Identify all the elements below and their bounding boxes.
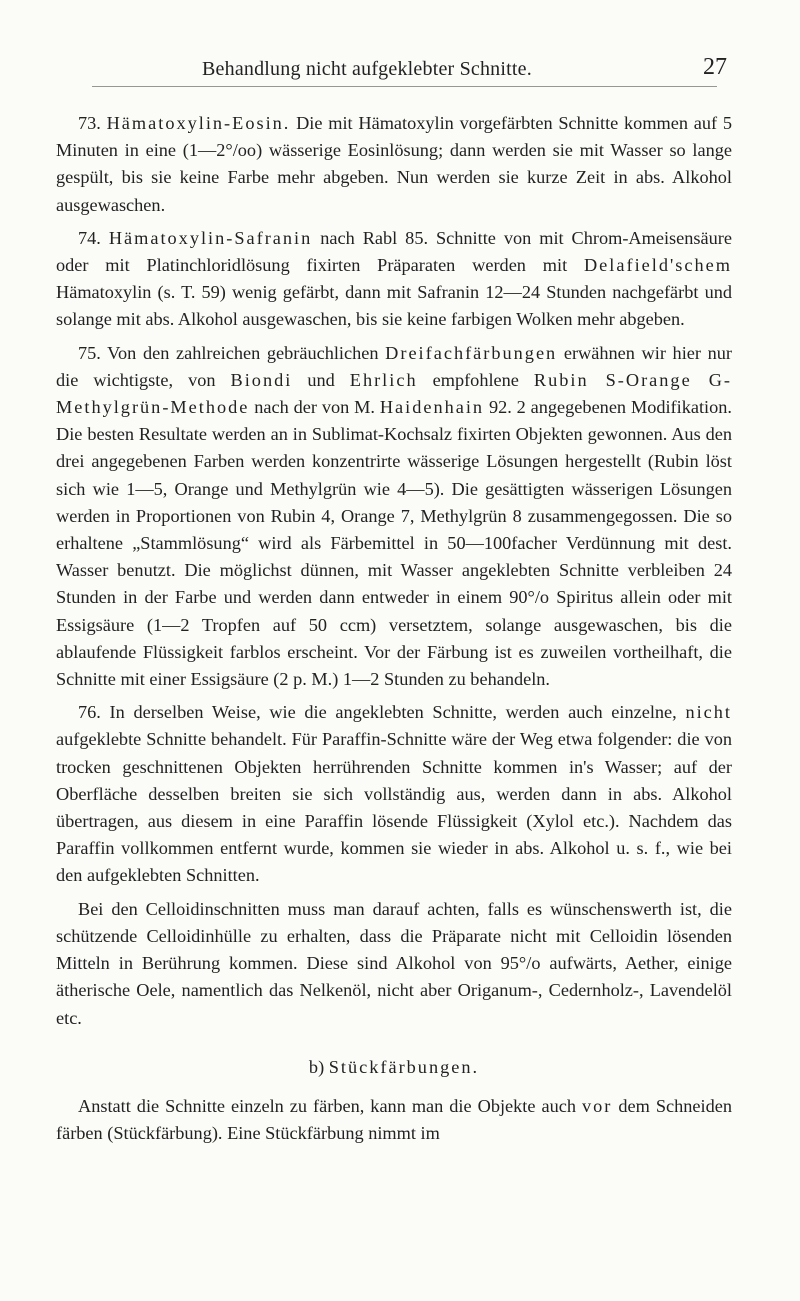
paragraph-text: 92. 2 angegebenen Modifikation. Die besten Resultate werden an in Sublimat-Kochsalz fixirten Objekten gewonnen. Aus den drei angegebenen Farben werden konzentrirte wässerige Lösungen hergestellt (Rubin löst sich wie 1—5, Orange und Methylgrün wie 4—5). Die gesättigten wässerigen Lösungen werden in Proportionen von Rubin 4, Orange 7, Methylgrün 8 zusammengegossen. Die so erhaltene „Stammlösung“ wird als Färbemittel in 50—100facher Verdünnung mit dest. Wasser benutzt. Die möglichst dünnen, mit Wasser angeklebten Schnitte verbleiben 24 Stunden in der Farbe und werden dann entweder in einem 90°/o Spiritus allein oder mit Essigsäure (1—2 Tropfen auf 50 ccm) versetztem, solange ausgewaschen, bis die ablaufende Flüssigkeit farblos erscheint. Vor der Färbung ist es zuweilen vortheilhaft, die Schnitte mit einer Essigsäure (2 p. M.) 1—2 Stunden zu behandeln. [56,397,732,690]
paragraph-number: 74. [78,227,101,248]
paragraph-text: Hämatoxylin (s. T. 59) wenig gefärbt, dann mit Safranin 12—24 Stunden nachgefärbt und solange mit abs. Alkohol ausgewaschen, bis sie keine farbigen Wolken mehr abgeben. [56,282,732,330]
body-text [56,110,732,1147]
emphasis: vor [582,1095,613,1116]
paragraph-text: dem Schneiden färben (Stückfärbung). Eine Stückfärbung nimmt im [56,1095,732,1144]
page-number: 27 [703,54,727,80]
paragraph-text: und [292,369,350,390]
paragraph-text: Von den zahlreichen gebräuchlichen [100,342,386,363]
paragraph-74 [56,225,732,334]
section-title: Stückfärbungen. [328,1056,480,1077]
paragraph-heading: Hämatoxylin-Safranin [108,227,313,248]
paragraph-stueckfaerbung [56,1093,732,1147]
paragraph-text: erwähnen wir hier nur die wichtigste, von [56,342,732,390]
author-name: Biondi [230,369,293,390]
paragraph-text: nach Rabl 85. Schnitte von mit Chrom-Ameisensäure oder mit Platinchloridlösung fixirten Präparaten werden mit [56,227,732,276]
author-name: Delafield'schem [583,255,732,276]
method-name: Rubin S-Orange G-Methylgrün-Methode [56,369,732,418]
paragraph-number: 76. [78,702,101,723]
paragraph-76 [56,699,732,889]
paragraph-text: nach der von M. [249,397,380,418]
section-heading [56,1054,732,1081]
paragraph-text: In derselben Weise, wie die angeklebten Schnitte, werden auch einzelne, [100,702,686,723]
header-rule [92,86,717,87]
paragraph-text: Bei den Celloidinschnitten muss man darauf achten, falls es wünschenswerth ist, die schützende Celloidinhülle zu erhalten, dass die Präparate nicht mit Celloidin lösenden Mitteln in Berührung kommen. Diese sind Alkohol von 95°/o aufwärts, Aether, einige ätherische Oele, namentlich das Nelkenöl, nicht aber Origanum-, Cedernholz-, Lavendelöl etc. [56,898,732,1028]
paragraph-75 [56,340,732,694]
paragraph-text: aufgeklebte Schnitte behandelt. Für Paraffin-Schnitte wäre der Weg etwa folgender: die von trocken geschnittenen Objekten herrührenden Schnitte kommen in's Wasser; auf der Oberfläche desselben breiten sie sich vollständig aus, werden dann in abs. Alkohol übertragen, aus diesem in eine Paraffin lösende Flüssigkeit (Xylol etc.). Nachdem das Paraffin vollkommen entfernt wurde, kommen sie wieder in abs. Alkohol u. s. f., wie bei den aufgeklebten Schnitten. [56,729,732,886]
paragraph-text: Anstatt die Schnitte einzeln zu färben, kann man die Objekte auch [78,1095,582,1116]
running-head [92,54,727,88]
paragraph-text: empfohlene [417,369,534,390]
author-name: Haidenhain [379,397,485,418]
paragraph-73 [56,110,732,219]
paragraph-celloidin [56,896,732,1032]
section-label: b) [308,1056,325,1077]
paragraph-heading: Hämatoxylin-Eosin. [106,113,291,133]
paragraph-number: 73. [78,113,101,133]
running-title: Behandlung nicht aufgeklebter Schnitte. [202,58,532,80]
emphasis: nicht [685,702,732,723]
term: Dreifachfärbungen [385,342,558,363]
author-name: Ehrlich [349,369,418,390]
paragraph-text: Die mit Hämatoxylin vorgefärbten Schnitte kommen auf 5 Minuten in eine (1—2°/oo) wässerige Eosinlösung; dann werden sie mit Wasser so lange gespült, bis sie keine Farbe mehr abgeben. Nun werden sie kurze Zeit in abs. Alkohol ausgewaschen. [56,113,732,215]
paragraph-number: 75. [78,342,101,363]
